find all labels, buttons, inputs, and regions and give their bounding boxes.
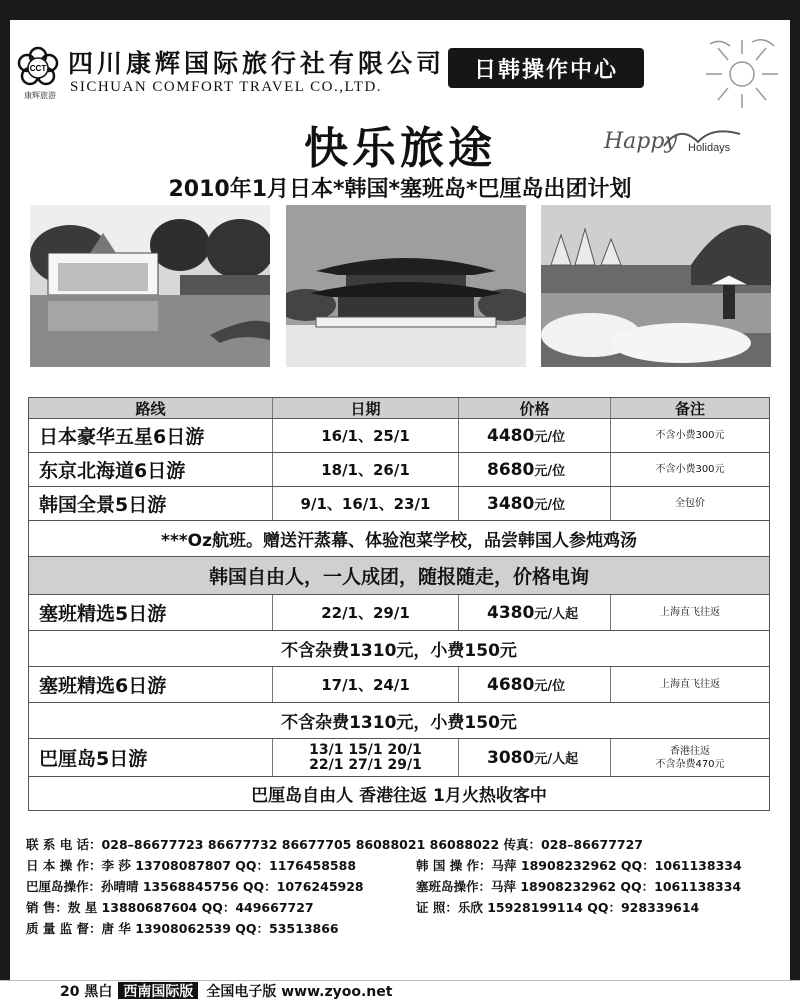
photo-palace — [286, 205, 526, 367]
photo-pavilion — [30, 205, 270, 367]
operation-center-badge: 日韩操作中心 — [448, 48, 644, 88]
publication-badge: 西南国际版 — [118, 982, 198, 999]
contact-korea: 韩 国 操 作：马萍 18908232962 QQ：1061138334 — [416, 858, 742, 873]
subtitle: 2010年1月日本*韩国*塞班岛*巴厘岛出团计划 — [168, 177, 632, 202]
route-name: 日本豪华五星6日游 — [39, 426, 205, 448]
korea-note: ***Oz航班。赠送汗蒸幕、体验泡菜学校，品尝韩国人参炖鸡汤 — [160, 531, 637, 551]
contact-japan: 日 本 操 作：李 莎 13708087807 QQ：1176458588 — [26, 858, 357, 873]
saipan-note-row — [28, 703, 770, 739]
tour-dates: 22/1 27/1 29/1 — [309, 756, 422, 773]
table-row — [28, 419, 770, 453]
tour-dates: 9/1、16/1、23/1 — [300, 495, 431, 513]
table-row — [28, 453, 770, 487]
holidays-label: Holidays — [688, 142, 731, 154]
price-unit: 元/人起 — [534, 607, 579, 622]
svg-text:Happy: Happy — [604, 129, 677, 154]
table-row — [28, 595, 770, 631]
tour-dates: 13/1 15/1 20/1 — [309, 741, 422, 758]
price-unit: 元/位 — [534, 430, 566, 445]
bali-note-row — [28, 777, 770, 811]
edition-link[interactable]: 全国电子版 www.zyoo.net — [206, 983, 393, 1000]
price-value: 4680 — [487, 674, 535, 695]
tour-dates: 22/1、29/1 — [321, 604, 410, 622]
company-name-en: SICHUAN COMFORT TRAVEL CO.,LTD. — [70, 79, 383, 95]
contact-phone: 联 系 电 话：028–86677723 86677732 86677705 86088021 86088022 传真：028–86677727 — [26, 837, 643, 852]
price-unit: 元/位 — [534, 498, 566, 513]
headline: 快乐旅途 — [304, 123, 496, 174]
table-row — [28, 667, 770, 703]
price-unit: 元/人起 — [534, 752, 579, 767]
korea-note-row — [28, 521, 770, 557]
table-row — [28, 739, 770, 777]
top-border — [0, 0, 800, 20]
row-note: 全包价 — [675, 498, 705, 509]
header-date: 日期 — [273, 398, 459, 418]
saipan-fee-note: 不含杂费1310元，小费150元 — [281, 713, 517, 733]
contact-cert: 证 照：乐欣 15928199114 QQ：928339614 — [416, 900, 700, 915]
route-name: 塞班精选5日游 — [39, 603, 167, 625]
contact-qc: 质 量 监 督：唐 华 13908062539 QQ：53513866 — [26, 921, 339, 936]
contact-sales: 销 售：敖 星 13880687604 QQ：449667727 — [26, 900, 314, 915]
tour-dates: 18/1、26/1 — [321, 461, 410, 479]
price-value: 4380 — [487, 602, 535, 623]
contact-saipan: 塞班岛操作：马萍 18908232962 QQ：1061138334 — [416, 879, 742, 894]
row-note: 香港往返 — [670, 745, 710, 757]
price-unit: 元/位 — [534, 679, 566, 694]
contact-bali: 巴厘岛操作：孙晴晴 13568845756 QQ：1076245928 — [26, 879, 364, 894]
saipan-note-row — [28, 631, 770, 667]
page-number: 20 黑白 — [60, 983, 113, 1000]
tour-dates: 17/1、24/1 — [321, 676, 410, 694]
price-unit: 元/位 — [534, 464, 566, 479]
row-note: 不含杂费470元 — [655, 758, 725, 770]
saipan-fee-note: 不含杂费1310元，小费150元 — [281, 641, 517, 661]
row-note: 不含小费300元 — [655, 430, 725, 441]
price-value: 8680 — [487, 459, 535, 480]
route-name: 塞班精选6日游 — [39, 675, 167, 697]
company-logo — [16, 46, 60, 90]
page-footer — [0, 980, 800, 1000]
route-name: 东京北海道6日游 — [39, 460, 186, 482]
company-name-cn: 四川康辉国际旅行社有限公司 — [68, 49, 446, 78]
table-header — [28, 397, 770, 419]
sun-illustration — [690, 36, 786, 116]
korea-free-row — [28, 557, 770, 595]
route-name: 韩国全景5日游 — [39, 494, 167, 516]
row-note: 上海直飞往返 — [660, 607, 720, 618]
route-name: 巴厘岛5日游 — [39, 748, 148, 770]
svg-text:CCT: CCT — [29, 64, 47, 73]
photo-snow-garden — [541, 205, 771, 367]
price-value: 4480 — [487, 425, 535, 446]
price-value: 3480 — [487, 493, 535, 514]
header-price: 价格 — [459, 398, 611, 418]
korea-free-note: 韩国自由人，一人成团，随报随走，价格电询 — [208, 566, 589, 588]
header-route: 路线 — [29, 398, 273, 418]
table-row — [28, 487, 770, 521]
price-value: 3080 — [487, 747, 535, 768]
header-note: 备注 — [674, 399, 705, 418]
row-note: 上海直飞往返 — [660, 679, 720, 690]
tour-dates: 16/1、25/1 — [321, 427, 410, 445]
row-note: 不含小费300元 — [655, 464, 725, 475]
contact-info — [26, 834, 786, 939]
logo-caption: 康辉旅游 — [24, 91, 56, 100]
bali-note: 巴厘岛自由人 香港往返 1月火热收客中 — [251, 786, 547, 806]
